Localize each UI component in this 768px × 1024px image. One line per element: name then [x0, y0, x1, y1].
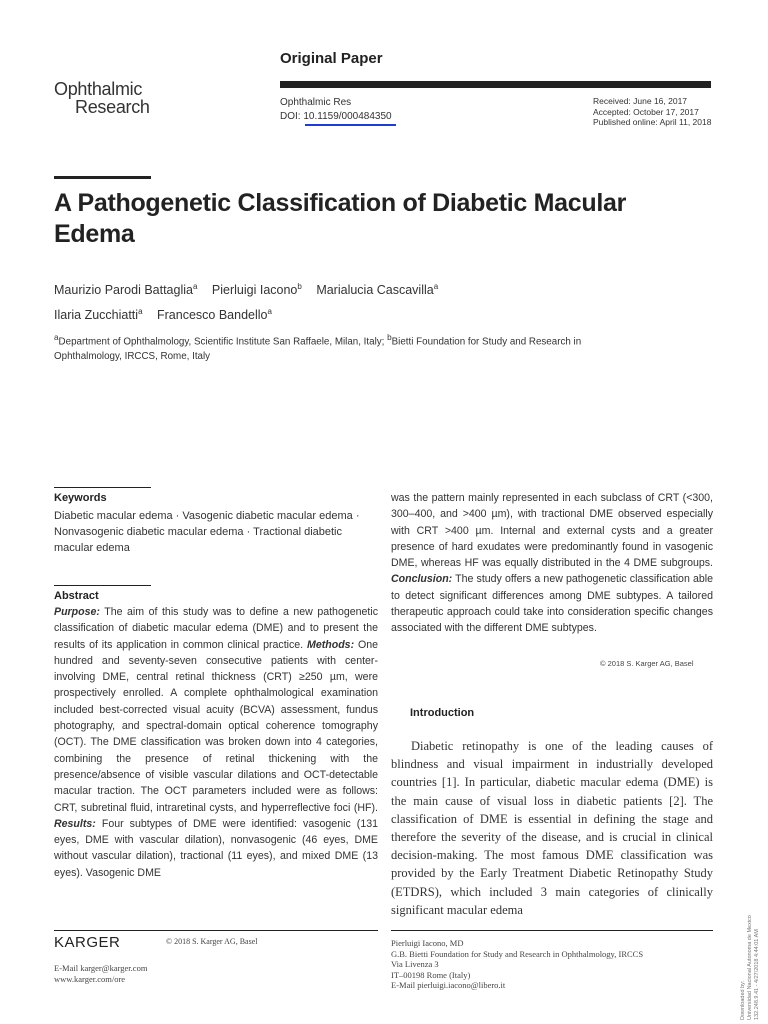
doi [280, 110, 392, 124]
header-bar [280, 81, 711, 88]
author: Francesco Bandello$^a$ [157, 307, 272, 323]
doi-link[interactable]: 10.1159/000484350 [303, 111, 392, 122]
author: Ilaria Zucchiatti$^a$ [54, 307, 143, 323]
corr-city: IT–00198 Rome (Italy) [391, 969, 471, 980]
corr-name: Pierluigi Iacono, MD [391, 938, 464, 948]
published-date: Published online: April 11, 2018 [593, 117, 712, 127]
journal-meta [280, 96, 392, 124]
footer-rule-right [391, 930, 713, 931]
corr-email[interactable]: E-Mail pierluigi.iacono@libero.it [391, 980, 506, 990]
publisher-email[interactable]: E-Mail karger@karger.com [54, 963, 148, 973]
keywords-text: Diabetic macular edema · Vasogenic diabetic macular edema · Nonvasogenic diabetic macular edema · Tractional diabetic macular edema [54, 510, 360, 555]
abstract-copyright: © 2018 S. Karger AG, Basel [600, 659, 694, 668]
doi-label: DOI: [280, 111, 304, 122]
abstract-heading: Abstract [54, 590, 99, 602]
publisher-logo: KARGER [54, 934, 121, 951]
doi-underline [305, 124, 396, 126]
keywords-heading: Keywords [54, 492, 107, 504]
keywords-rule [54, 487, 151, 488]
corr-street: Via Livenza 3 [391, 959, 439, 969]
journal-logo [54, 80, 150, 116]
introduction-heading: Introduction [410, 707, 475, 719]
abstract-right: was the pattern mainly represented in each subclass of CRT (<300, 300–400, and >400 µm), with tractional DME observed especially with CRT >400 µm. Internal and external cysts and a greater presence of hard exudates were predominantly found in vasogenic DME, whereas HF was equally distributed in the 4 DME subgroups. Conclusion: The study offers a new pathogenetic classification able to detect significant differences among DME subtypes. A tailored therapeutic approach could take into consideration specific changes associated with the different DME subtypes. [391, 492, 713, 635]
corr-institution: G.B. Bietti Foundation for Study and Research in Ophthalmology, IRCCS [391, 948, 644, 959]
abstract-left: Purpose: The aim of this study was to define a new pathogenetic classification of diabetic macular edema (DME) and to present the results of its application in common clinical practice. Methods: One hundred and seventy-seven consecutive patients with center-involving DME, central retinal thickness (CRT) ≥250 µm, were prospectively enrolled. A complete ophthalmological examination included best-corrected visual acuity (BCVA) assessment, fundus photography, and spectral-domain optical coherence tomography (OCT). The DME classification was broken down into 4 categories, combining the presence of retinal thickening with the presence/absence of visible vascular dilations and OCT-detectable macular traction. The OCT parameters included were as follows: CRT, subretinal fluid, intraretinal cysts, and hyperreflective foci (HF). Results: Four subtypes of DME were identified: vasogenic (131 eyes, DME with vascular dilation), nonvasogenic (46 eyes, DME without vascular dilation), tractional (11 eyes), and mixed DME (13 eyes). Vasogenic DME [54, 606, 378, 879]
correspondence [391, 938, 643, 991]
footer-rule-left [54, 930, 378, 931]
author: Maurizio Parodi Battaglia$^a$ [54, 282, 198, 298]
author: Pierluigi Iacono$^b$ [211, 282, 302, 298]
publisher-web[interactable]: www.karger.com/ore [54, 973, 126, 984]
journal-logo-line1: Ophthalmic [54, 79, 143, 99]
accepted-date: Accepted: October 17, 2017 [593, 106, 699, 117]
paper-type: Original Paper [280, 50, 383, 67]
publisher-contact [54, 963, 147, 984]
publication-dates [593, 96, 711, 128]
download-notice: Downloaded by: Universidad Nacional Autonoma de Mexico 132.248.9.41 - 4/27/2018 4:44:01 AM [740, 915, 760, 1020]
abstract-rule [54, 585, 151, 586]
affiliations: $^a$Department of Ophthalmology, Scientific Institute San Raffaele, Milan, Italy; $^b$Bietti Foundation for Study and Research in Ophthalmology, IRCCS, Rome, Italy [54, 333, 582, 363]
author: Marialucia Cascavilla$^a$ [316, 282, 439, 298]
journal-logo-line2: Research [75, 97, 150, 117]
journal-name: Ophthalmic Res [280, 97, 352, 108]
footer-copyright: © 2018 S. Karger AG, Basel [166, 937, 258, 946]
introduction-text: Diabetic retinopathy is one of the leading causes of blindness and visual impairment in industrially developed countries [1]. In particular, diabetic macular edema (DME) is the main cause of visual loss in diabetic patients [2]. The classification of DME is essential in defining the stage and therefore the severity of the disease, and is crucial in clinical decision-making. The most famous DME classification was provided by the Early Treatment Diabetic Retinopathy Study (ETDRS), which included 3 main categories of clinically significant macular edema [391, 739, 713, 917]
title-bar [54, 176, 151, 179]
received-date: Received: June 16, 2017 [593, 96, 688, 106]
paper-title: A Pathogenetic Classification of Diabetic Macular Edema [54, 189, 627, 248]
author-list [54, 276, 694, 326]
